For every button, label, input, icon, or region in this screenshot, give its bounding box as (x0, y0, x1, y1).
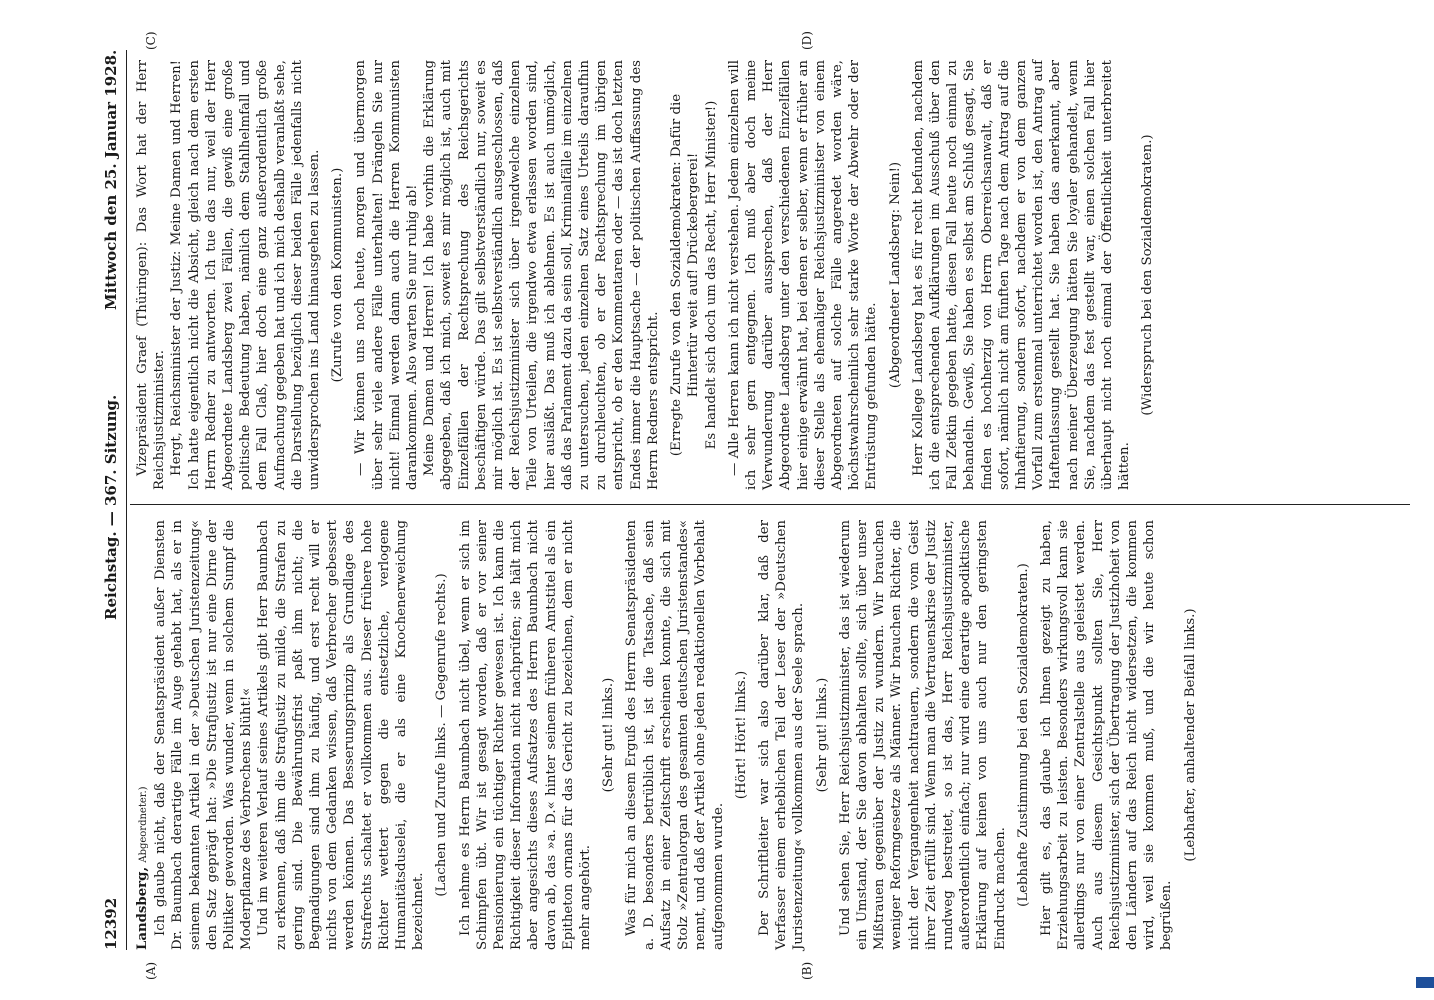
left-paragraph: Und im weiteren Verlauf seines Artikels gibt Herr Baumbach zu erkennen, daß ihm die Strafjustiz zu milde, die Strafen zu gering sind. Die Bewährungsfrist paßt ihm nicht; die Begnadigungen sind ihm zu häufig, und erst recht will er nichts von dem Gedanken wissen, daß Verbrecher gebessert werden können. Das Besserungsprinzip als Grundlage des Strafrechts schaltet er vollkommen aus. Dieser frühere hohe Richter wettert gegen die entsetzliche, verlogene Humanitätsduselei, die er als eine Knochenerweichung bezeichnet. (256, 520, 427, 950)
marker-d: (D) (800, 31, 814, 50)
left-paragraph: Was für mich an diesem Erguß des Herrn Senatspräsidenten a. D. besonders betrüblich ist, ist die Tatsache, daß sein Aufsatz in einer Zeitschrift erscheinen konnte, die sich mit Stolz »Zentralorgan des gesamten deutschen Juristenstandes« nennt, und daß der Artikel ohne jeden redaktionellen Vorbehalt aufgenommen wurde. (624, 520, 726, 950)
interjection: (Erregte Zurufe von den Sozialdemokraten: Dafür die Hintertür weit auf! Drückebergerei! (669, 93, 702, 457)
header-date: Mittwoch den 25. Januar 1928. (102, 49, 120, 310)
right-column (134, 60, 1414, 490)
dfg-logo (1416, 977, 1434, 988)
column-divider (130, 504, 1410, 505)
left-paragraph (134, 520, 152, 950)
interjection: (Lachen und Zurufe links. — Gegenrufe rechts.) (434, 573, 450, 897)
speaker-role: Abgeordneter.) (138, 786, 149, 863)
left-paragraph: Ich nehme es Herrn Baumbach nicht übel, wenn er sich im Schimpfen übt. Wir ist gesagt worden, daß er vor seiner Pensionierung ein tüchtiger Richter gewesen ist. Ich kann die Richtigkeit dieser Information nicht nachprüfen; sie hält mich aber angesichts dieses Aufsatzes des Herrn Baumbach nicht davon ab, das »a. D.« hinter seinem früheren Amtstitel als ein Epitheton ornans für das Gericht zu bezeichnen, dem er nicht mehr angehört. (457, 520, 594, 950)
left-paragraph: Der Schriftleiter war sich also darüber klar, daß der Verfasser einem erheblichen Teil der Leser der »Deutschen Juristenzeitung« vollkommen aus der Seele sprach. (756, 520, 807, 950)
right-paragraph: Hergt, Reichsminister der Justiz: Meine Damen und Herren! Ich hatte eigentlich nicht die Absicht, gleich nach dem ersten Herrn Redner zu antworten. Ich tue das nur, weil der Herr Abgeordnete Landsberg zwei Fällen, die gewiß eine große politische Bedeutung haben, nämlich dem Stahlhelmfall und dem Fall Claß, hier doch eine ganz außerordentlich große Aufmachung gegeben hat und ich mich deshalb veranlaßt sehe, die Darstellung bezüglich dieser beiden Fälle jedenfalls nicht unwidersprochen ins Land hinausgehen zu lassen. (169, 60, 323, 490)
right-paragraph: Meine Damen und Herren! Ich habe vorhin die Erklärung abgegeben, daß ich mich, soweit es mir möglich ist, auch mit Einzelfällen der Rechtsprechung des Reichsgerichts beschäftigen würde. Das gilt selbstverständlich nur, soweit es mir möglich ist. Es ist selbstverständlich ausgeschlossen, daß der Reichsjustizminister sich über irgendwelche einzelnen Teile von Urteilen, die irgendwo etwa erlassen worden sind, hier ausläßt. Das muß ich ablehnen. Es ist auch unmöglich, daß das Parlament dazu da sein soll, Kriminalfälle im einzelnen zu untersuchen, jeden einzelnen Satz eines Urteils daraufhin zu durchleuchten, ob er der Rechtsprechung im übrigen entspricht, ob er den Kommentaren oder — das ist doch letzten Endes immer die Hauptsache — der politischen Auffassung des Herrn Redners entspricht. (422, 60, 661, 490)
marker-a: (A) (144, 961, 158, 980)
interjection: (Lebhafte Zustimmung bei den Sozialdemokraten.) (1015, 563, 1031, 907)
right-paragraph: — Wir können uns noch heute, morgen und übermorgen über sehr viele andere Fälle unterhalten! Drängeln Sie nur nicht! Einmal werden dann auch die Herren Kommunisten darankommen. Also warten Sie nur ruhig ab! (353, 60, 421, 490)
interjection: (Zurufe von den Kommunisten.) (330, 167, 346, 383)
right-paragraph: — Alle Herren kann ich nicht verstehen. Jedem einzelnen will ich sehr gern entgegnen. Ich muß aber doch meine Verwunderung darüber aussprechen, daß der Herr Abgeordnete Landsberg unter den verschiedenen Einzelfällen hier einige erwähnt hat, bei denen er selber, wenn er früher an dieser Stelle als ehemaliger Reichsjustizminister von einem Abgeordneten auf solche Fälle angeredet worden wäre, höchstwahrscheinlich sehr starke Worte der Abwehr oder der Entrüstung gefunden hätte. (726, 60, 880, 490)
right-paragraph: Herr Kollege Landsberg hat es für recht befunden, nachdem ich die entsprechenden Aufklärungen im Ausschuß über den Fall Zetkin gegeben hatte, diesen Fall heute noch einmal zu behandeln. Gewiß, Sie haben es selbst am Schluß gesagt, Sie finden es hochherzig von Herrn Oberreichsanwalt, daß er sofort, nämlich nicht am fünften Tage nach dem Antrag auf die Inhaftierung, sondern sofort, nachdem er von dem ganzen Vorfall zum erstenmal unterrichtet worden ist, den Antrag auf Haftentlassung gestellt hat. Sie haben das anerkannt, aber nach meiner Überzeugung hätten Sie loyaler gehandelt, wenn Sie, nachdem das fest gestellt war, einen solchen Fall hier überhaupt nicht noch einmal der Öffentlichkeit unterbreitet hätten. (910, 60, 1133, 490)
interjection: (Abgeordneter Landsberg: Nein!) (887, 161, 903, 389)
marker-c: (C) (144, 31, 158, 50)
interjection: Es handelt sich doch um das Recht, Herr Minister!) (703, 100, 719, 450)
dfg-sidebar (1420, 8, 1434, 992)
right-paragraph: Vizepräsident Graef (Thüringen): Das Wort hat der Herr Reichsjustizminister. (135, 60, 168, 490)
left-paragraph: Ich glaube nicht, daß der Senatspräsident außer Diensten Dr. Baumbach derartige Fälle im Auge gehabt hat, als er in seinem bekannten Artikel in der »Deutschen Juristenzeitung« den Satz geprägt hat: »Die Strafjustiz ist nur eine Dirne der Politiker geworden. Was wunder, wenn in solchem Sumpf die Moderpflanze des Verbrechens blüht!« (153, 520, 255, 950)
interjection: (Sehr gut! links.) (814, 677, 830, 793)
interjection: (Lebhafter, anhaltender Beifall links.) (1182, 608, 1198, 862)
left-column (134, 520, 1414, 950)
speaker-name: Landsberg, (135, 866, 150, 950)
interjection: (Widerspruch bei den Sozialdemokraten.) (1140, 134, 1156, 416)
header-session: Reichstag. — 367. Sitzung. (102, 394, 120, 620)
left-paragraph: Hier gilt es, das glaube ich Ihnen gezeigt zu haben, Erziehungsarbeit zu leisten. Besonders wirkungsvoll kann sie allerdings nur von einer Zentralstelle aus geleistet werden. Auch aus diesem Gesichtspunkt sollten Sie, Herr Reichsjustizminister, sich der Übertragung der Justizhoheit von den Ländern auf das Reich nicht widersetzen, die kommen wird, weil sie kommen muß, und die wir heute schon begrüßen. (1038, 520, 1175, 950)
interjection: (Sehr gut! links.) (601, 677, 617, 793)
page-header (100, 50, 127, 950)
interjection: (Hört! Hört! links.) (733, 670, 749, 800)
newspaper-page (100, 31, 1420, 980)
left-paragraph: Und sehen Sie, Herr Reichsjustizminister, das ist wiederum ein Umstand, der Sie davon abhalten sollte, sich über unser Mißtrauen gegenüber der Justiz zu wundern. Wir brauchen weniger Reformgesetze als Männer. Wir brauchen Richter, die nicht der Vergangenheit nachtrauern, sondern die vom Geist ihrer Zeit erfüllt sind. Wenn man die Vertrauenskrise der Justiz rundweg bestreitet, so ist das, Herr Reichsjustizminister, außerordentlich einfach; nur wird eine derartige apodiktische Erklärung auf keinen von uns auch nur den geringsten Eindruck machen. (837, 520, 1008, 950)
page-number: 12392 (102, 897, 120, 950)
marker-b: (B) (800, 961, 814, 980)
